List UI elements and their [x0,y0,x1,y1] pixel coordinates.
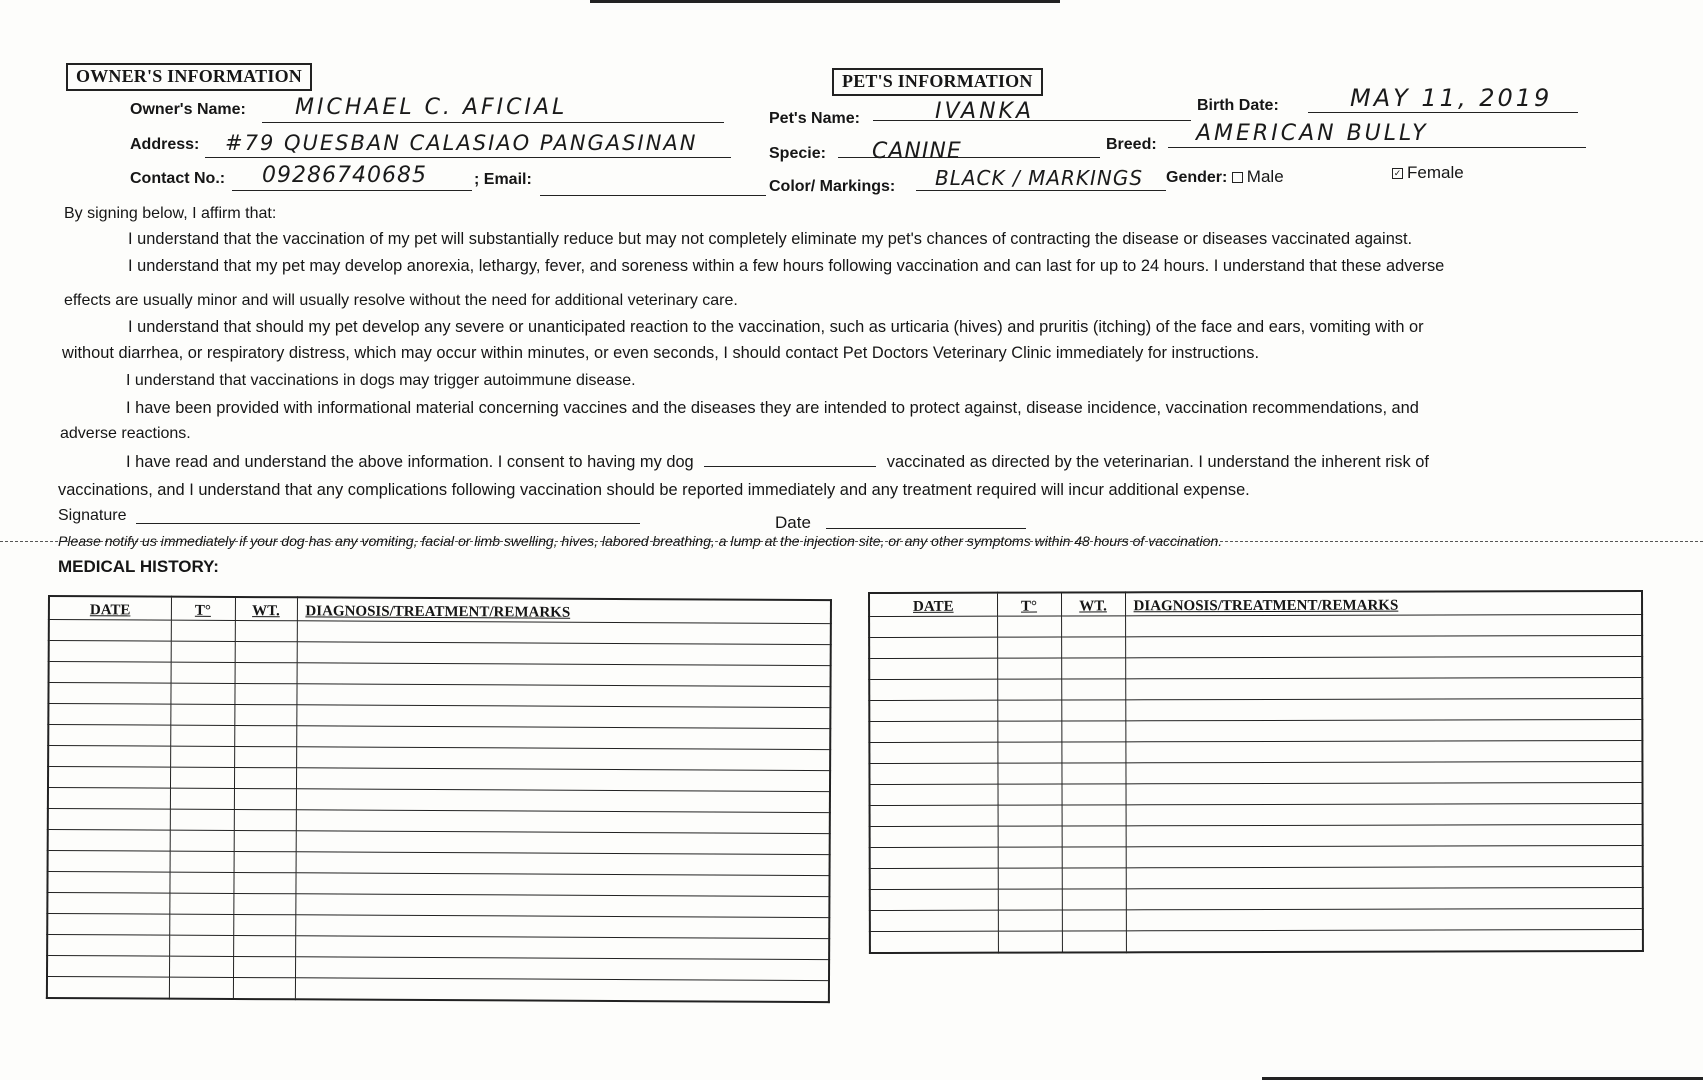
gender-label-text: Gender: [1166,169,1228,186]
table-cell[interactable] [169,872,233,893]
consent-paragraph-4: I understand that vaccinations in dogs may trigger autoimmune disease. [126,372,636,389]
medical-history-table-left [46,595,832,1003]
table-cell[interactable] [1125,614,1642,636]
consent-paragraph-5a: I have been provided with informational material concerning vaccines and the diseases they are intended to protect against, disease incidence, vaccination recommendations, and [126,399,1419,417]
table-cell[interactable] [48,683,170,705]
table-cell[interactable] [1061,679,1125,700]
table-cell[interactable] [48,830,170,852]
medical-history-table-right [868,590,1644,954]
breed-label: Breed: [1106,136,1157,153]
consent-paragraph-1: I understand that the vaccination of my pet will substantially reduce but may not completely eliminate my pet's chances of contracting the disease or diseases vaccinated against. [128,230,1413,248]
table-cell[interactable] [1061,742,1125,763]
table-cell[interactable] [296,789,830,813]
table-cell[interactable] [998,868,1062,889]
table-cell[interactable] [1061,721,1125,742]
address-value: #79 QUESBAN CALASIAO PANGASINAN [225,131,698,155]
signature-label: Signature [58,507,127,524]
table-cell[interactable] [171,662,235,683]
table-cell[interactable] [47,872,169,894]
table-cell[interactable] [296,768,830,792]
table-cell[interactable] [295,873,829,897]
table-cell[interactable] [170,809,234,830]
table-row[interactable] [870,908,1643,931]
dog-name-line[interactable] [704,452,876,467]
birth-date-label: Birth Date: [1197,97,1279,114]
column-remarks: DIAGNOSIS/TREATMENT/REMARKS [297,597,831,623]
table-cell[interactable] [997,658,1061,679]
table-cell[interactable] [1125,677,1642,699]
consent-paragraph-2a: I understand that my pet may develop anorexia, lethargy, fever, and soreness within a few hours following vaccination and can last for up to 24 hours. I understand that these adverse [128,257,1445,275]
table-cell[interactable] [170,704,234,725]
owner-name-label: Owner's Name: [130,101,246,118]
table-cell[interactable] [233,956,295,977]
table-cell[interactable] [234,767,296,788]
table-cell[interactable] [47,977,169,999]
table-cell[interactable] [48,788,170,810]
table-cell[interactable] [997,721,1061,742]
table-row[interactable] [869,761,1642,784]
table-cell[interactable] [869,637,997,658]
table-cell[interactable] [870,910,998,931]
table-cell[interactable] [869,763,997,784]
table-cell[interactable] [1062,889,1126,910]
pet-name-label: Pet's Name: [769,110,860,127]
table-cell[interactable] [169,956,233,977]
table-cell[interactable] [870,847,998,868]
table-cell[interactable] [295,894,829,918]
table-cell[interactable] [296,810,830,834]
contact-value: 09286740685 [262,163,427,188]
table-cell[interactable] [169,935,233,956]
table-cell[interactable] [296,831,830,855]
table-row[interactable] [869,677,1642,700]
table-cell[interactable] [1126,803,1643,825]
table-cell[interactable] [1126,887,1643,909]
table-cell[interactable] [233,935,295,956]
table-cell[interactable] [870,931,998,953]
consent-intro: By signing below, I affirm that: [64,205,277,222]
table-cell[interactable] [1126,866,1643,888]
table-cell[interactable] [1062,805,1126,826]
table-cell[interactable] [1125,698,1642,720]
table-row[interactable] [869,698,1642,721]
table-cell[interactable] [1062,847,1126,868]
table-cell[interactable] [47,914,169,936]
column-date: DATE [49,596,171,620]
table-row[interactable] [870,824,1643,847]
table-cell[interactable] [1126,929,1643,952]
table-cell[interactable] [170,683,234,704]
table-cell[interactable] [49,620,171,642]
table-row[interactable] [869,635,1642,658]
table-cell[interactable] [1062,784,1126,805]
column-weight: WT. [1061,592,1125,616]
color-markings-value: BLACK / MARKINGS [935,166,1144,190]
table-cell[interactable] [1125,719,1642,741]
table-cell[interactable] [1126,908,1643,930]
table-cell[interactable] [1061,658,1125,679]
table-cell[interactable] [48,725,170,747]
table-cell[interactable] [235,620,297,641]
email-label: ; Email: [474,171,532,188]
table-row[interactable] [869,656,1642,679]
table-cell[interactable] [47,956,169,978]
pet-info-header: PET'S INFORMATION [832,68,1043,96]
page-top-edge [590,0,1060,3]
table-cell[interactable] [997,742,1061,763]
table-cell[interactable] [997,637,1061,658]
table-cell[interactable] [997,763,1061,784]
table-cell[interactable] [1125,740,1642,762]
column-temp: T° [997,592,1061,616]
table-cell[interactable] [1061,616,1125,637]
table-cell[interactable] [234,809,296,830]
table-cell[interactable] [296,684,830,708]
table-cell[interactable] [233,872,295,893]
table-cell[interactable] [1126,782,1643,804]
gender-male-checkbox[interactable] [1232,172,1243,183]
consent-paragraph-5b: adverse reactions. [60,425,191,442]
consent-paragraph-3a: I understand that should my pet develop any severe or unanticipated reaction to the vaccination, such as urticaria (hives) and pruritis (itching) of the face and ears, vomiting with or [128,318,1424,336]
table-row[interactable] [870,782,1643,805]
table-cell[interactable] [998,847,1062,868]
table-cell[interactable] [48,809,170,831]
table-header-row [869,591,1642,617]
table-cell[interactable] [234,683,296,704]
table-cell[interactable] [997,616,1061,637]
table-cell[interactable] [169,893,233,914]
breed-value: AMERICAN BULLY [1196,121,1429,146]
table-cell[interactable] [49,641,171,663]
table-cell[interactable] [169,914,233,935]
table-cell[interactable] [234,725,296,746]
table-cell[interactable] [169,977,233,999]
contact-label: Contact No.: [130,170,226,187]
consent-6a-post: vaccinated as directed by the veterinarian. I understand the inherent risk of [886,453,1429,471]
table-cell[interactable] [234,830,296,851]
table-cell[interactable] [869,679,997,700]
color-markings-label: Color/ Markings: [769,178,896,195]
table-cell[interactable] [48,767,170,789]
gender-female-checkbox[interactable]: ✓ [1393,168,1402,179]
table-cell[interactable] [297,663,831,687]
table-cell[interactable] [1125,761,1642,783]
table-cell[interactable] [297,621,831,645]
specie-label: Specie: [769,145,826,162]
notice-text: Please notify us immediately if your dog has any vomiting, facial or limb swelling, hives, labored breathing, a lump at the injection site, or any other symptoms within 48 hours of vaccination. [58,533,1223,549]
consent-paragraph-6b: vaccinations, and I understand that any complications following vaccination should be reported immediately and any treatment required will incur additional expense. [58,481,1250,499]
email-line[interactable] [540,173,766,196]
table-cell[interactable] [47,893,169,915]
table-cell[interactable] [170,767,234,788]
table-cell[interactable] [235,641,297,662]
consent-paragraph-2b: effects are usually minor and will usually resolve without the need for additional veterinary care. [64,292,738,309]
gender-label [1166,167,1284,187]
table-cell[interactable] [295,978,829,1002]
table-cell[interactable] [1061,700,1125,721]
table-cell[interactable] [170,788,234,809]
table-cell[interactable] [869,616,997,637]
table-cell[interactable] [48,746,170,768]
table-cell[interactable] [1062,868,1126,889]
pet-name-value: IVANKA [935,99,1035,124]
table-cell[interactable] [998,784,1062,805]
table-cell[interactable] [49,662,171,684]
table-row[interactable] [869,740,1642,763]
table-cell[interactable] [235,662,297,683]
table-row[interactable] [870,845,1643,868]
table-cell[interactable] [297,642,831,666]
table-cell[interactable] [171,620,235,641]
table-cell[interactable] [997,700,1061,721]
column-remarks: DIAGNOSIS/TREATMENT/REMARKS [1125,591,1642,616]
owner-info-header: OWNER'S INFORMATION [66,63,312,91]
table-cell[interactable] [998,805,1062,826]
table-cell[interactable] [296,747,830,771]
table-row[interactable] [869,614,1642,637]
table-cell[interactable] [1062,931,1126,953]
medical-history-title: MEDICAL HISTORY: [58,557,219,576]
signature-line[interactable] [136,523,640,524]
table-cell[interactable] [234,704,296,725]
table-cell[interactable] [233,893,295,914]
table-cell[interactable] [234,746,296,767]
table-cell[interactable] [171,641,235,662]
date-line[interactable] [826,528,1026,529]
table-cell[interactable] [296,726,830,750]
table-cell[interactable] [869,721,997,742]
table-row[interactable] [870,929,1643,953]
table-row[interactable] [47,977,829,1003]
date-label: Date [775,513,811,532]
gender-female-label: Female [1407,163,1464,182]
table-cell[interactable] [170,851,234,872]
table-cell[interactable] [47,935,169,957]
table-cell[interactable] [1062,910,1126,931]
table-cell[interactable] [295,936,829,960]
table-cell[interactable] [998,889,1062,910]
table-cell[interactable] [1125,635,1642,657]
table-row[interactable] [869,719,1642,742]
table-cell[interactable] [870,805,998,826]
table-cell[interactable] [233,914,295,935]
table-cell[interactable] [295,915,829,939]
table-cell[interactable] [1062,826,1126,847]
table-row[interactable] [870,803,1643,826]
table-cell[interactable] [48,851,170,873]
table-cell[interactable] [1061,637,1125,658]
table-cell[interactable] [870,868,998,889]
consent-6a-pre: I have read and understand the above information. I consent to having my dog [126,453,694,471]
birth-date-value: MAY 11, 2019 [1350,84,1553,112]
table-cell[interactable] [1126,824,1643,846]
table-cell[interactable] [998,910,1062,931]
table-cell[interactable] [295,957,829,981]
table-cell[interactable] [1126,845,1643,867]
table-row[interactable] [870,887,1643,910]
table-cell[interactable] [998,826,1062,847]
address-label: Address: [130,136,200,153]
table-cell[interactable] [170,830,234,851]
specie-value: CANINE [872,139,962,164]
table-cell[interactable] [869,700,997,721]
consent-paragraph-6a [126,449,1429,475]
table-cell[interactable] [870,784,998,805]
table-cell[interactable] [870,889,998,910]
table-cell[interactable] [233,977,295,999]
table-cell[interactable] [870,826,998,847]
table-cell[interactable] [1125,656,1642,678]
owner-name-value: MICHAEL C. AFICIAL [295,95,568,120]
table-cell[interactable] [234,788,296,809]
gender-female-option [1392,163,1464,183]
table-cell[interactable] [170,746,234,767]
table-cell[interactable] [296,852,830,876]
table-row[interactable] [870,866,1643,889]
table-cell[interactable] [998,931,1062,953]
column-date: DATE [869,593,997,617]
gender-male-label: Male [1246,167,1284,186]
table-cell[interactable] [48,704,170,726]
table-cell[interactable] [869,658,997,679]
table-cell[interactable] [296,705,830,729]
table-cell[interactable] [869,742,997,763]
table-cell[interactable] [234,851,296,872]
table-cell[interactable] [170,725,234,746]
table-cell[interactable] [997,679,1061,700]
column-temp: T° [171,597,235,621]
table-cell[interactable] [1061,763,1125,784]
column-weight: WT. [235,597,297,621]
consent-paragraph-3b: without diarrhea, or respiratory distress, which may occur within minutes, or even seconds, I should contact Pet Doctors Veterinary Clinic immediately for instructions. [62,344,1260,362]
